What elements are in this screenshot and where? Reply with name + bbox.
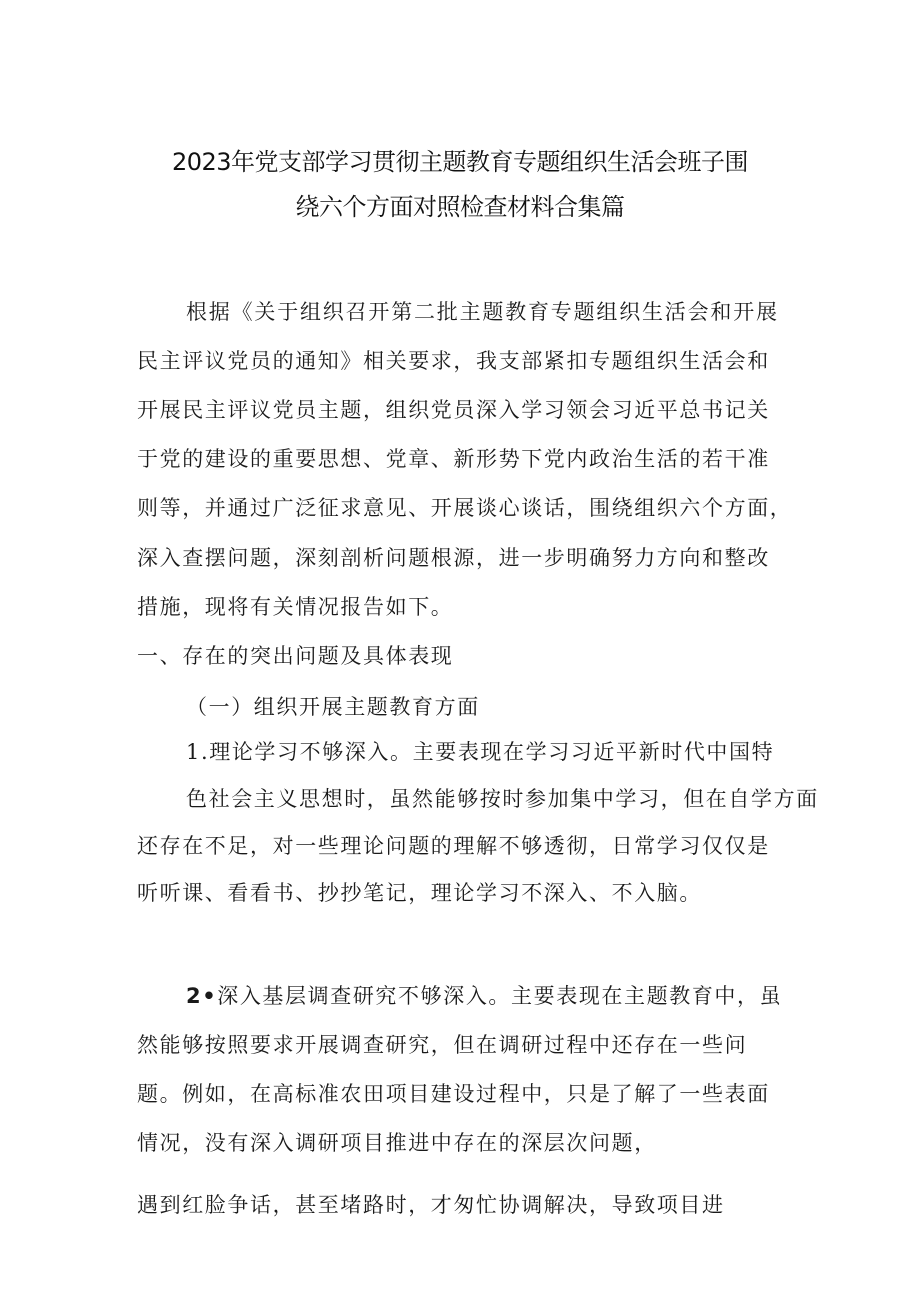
item-number: 2• bbox=[186, 984, 218, 1008]
paragraph-line: 措施，现将有关情况报告如下。 bbox=[137, 595, 454, 619]
section-heading: 一、存在的突出问题及具体表现 bbox=[137, 644, 454, 668]
document-title-line-1: 2023年党支部学习贯彻主题教育专题组织生活会班子围 bbox=[171, 148, 749, 176]
paragraph-line: 遇到红脸争话，甚至堵路时，才匆忙协调解决，导致项目进 bbox=[137, 1193, 725, 1217]
paragraph-line: 则等，并通过广泛征求意见、开展谈心谈话，围绕组织六个方面， bbox=[137, 496, 793, 520]
subsection-heading: （一）组织开展主题教育方面 bbox=[186, 695, 480, 719]
numbered-paragraph-line bbox=[186, 980, 782, 1010]
paragraph-line: 还存在不足，对一些理论问题的理解不够透彻，日常学习仅仅是 bbox=[137, 834, 770, 858]
document-title-line-2: 绕六个方面对照检查材料合集篇 bbox=[295, 193, 625, 221]
paragraph-line: 深入查摆问题，深刻剖析问题根源，进一步明确努力方向和整改 bbox=[137, 546, 770, 570]
paragraph-line: 色社会主义思想时，虽然能够按时参加集中学习，但在自学方面 bbox=[186, 787, 819, 811]
paragraph-line: 题。例如，在高标准农田项目建设过程中，只是了解了一些表面 bbox=[137, 1082, 770, 1106]
paragraph-text: 深入基层调查研究不够深入。主要表现在主题教育中，虽 bbox=[217, 984, 783, 1008]
paragraph-line: 根据《关于组织召开第二批主题教育专题组织生活会和开展 bbox=[186, 300, 779, 324]
paragraph-line: 1.理论学习不够深入。主要表现在学习习近平新时代中国特 bbox=[186, 740, 775, 764]
paragraph-line: 于党的建设的重要思想、党章、新形势下党内政治生活的若干准 bbox=[137, 447, 770, 471]
paragraph-line: 然能够按照要求开展调查研究，但在调研过程中还存在一些问 bbox=[137, 1033, 748, 1057]
paragraph-line: 民主评议党员的通知》相关要求，我支部紧扣专题组织生活会和 bbox=[137, 349, 770, 373]
paragraph-line: 听听课、看看书、抄抄笔记，理论学习不深入、不入脑。 bbox=[137, 881, 702, 905]
paragraph-line: 情况，没有深入调研项目推进中存在的深层次问题， bbox=[137, 1131, 657, 1155]
paragraph-line: 开展民主评议党员主题，组织党员深入学习领会习近平总书记关 bbox=[137, 398, 770, 422]
